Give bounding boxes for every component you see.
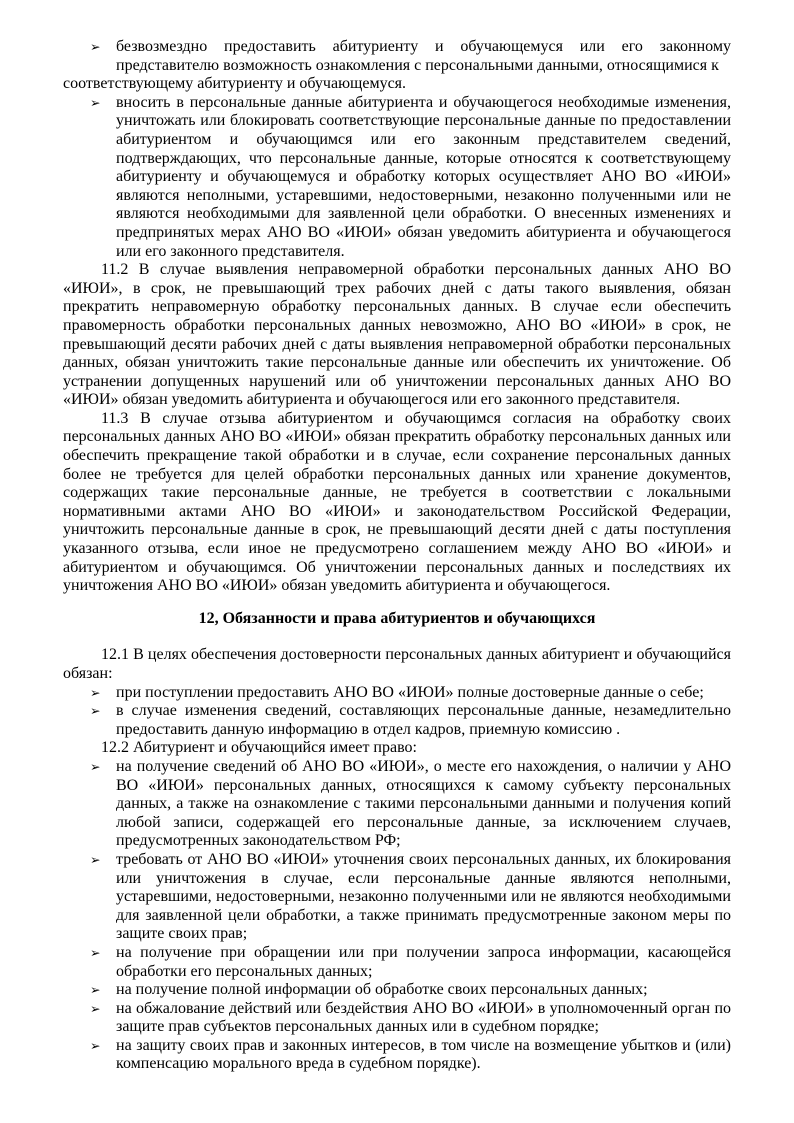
bullet-text: на защиту своих прав и законных интересов, в том числе на возмещение убытков и (или) компенсацию морального вреда в судебном порядке). <box>116 1036 731 1073</box>
paragraph-11-3: 11.3 В случае отзыва абитуриентом и обучающимся согласия на обработку своих персональных данных АНО ВО «ИЮИ» обязан прекратить обработку персональных данных или обеспечить прекращение такой обработки и в случае, если сохранение персональных данных более не требуется для целей обработки персональных данных или хранение документов, содержащих такие персональные данные, не требуется в соответствии с локальными нормативными актами АНО ВО «ИЮИ» и законодательством Российской Федерации, уничтожить персональные данные в срок, не превышающий десяти дней с даты поступления указанного отзыва, если иное не предусмотрено соглашением между АНО ВО «ИЮИ» и абитуриентом и обучающимся. Об уничтожении персональных данных и последствиях их уничтожения АНО ВО «ИЮИ» обязан уведомить абитуриента и обучающегося. <box>63 409 731 595</box>
list-item <box>63 38 731 75</box>
bullet-arrow-icon: ➢ <box>90 684 101 700</box>
paragraph-bullet-overflow: соответствующему абитуриенту и обучающемуся. <box>63 75 407 93</box>
list-item <box>63 981 731 1000</box>
bullet-text: на получение полной информации об обработке своих персональных данных; <box>116 981 648 999</box>
paragraph-12-1: 12.1 В целях обеспечения достоверности персональных данных абитуриент и обучающийся обязан: <box>63 646 731 682</box>
bullet-text: на получение при обращении или при получении запроса информации, касающейся обработки его персональных данных; <box>116 943 731 980</box>
bullet-arrow-icon: ➢ <box>90 1000 101 1016</box>
bullet-text: в случае изменения сведений, составляющих персональные данные, незамедлительно предоставить данную информацию в отдел кадров, приемную комиссию . <box>116 702 731 738</box>
bullet-arrow-icon: ➢ <box>90 1037 101 1053</box>
list-item <box>63 851 731 944</box>
list-item <box>63 1000 731 1037</box>
list-item <box>63 702 731 739</box>
paragraph-11-2: 11.2 В случае выявления неправомерной обработки персональных данных АНО ВО «ИЮИ», в срок, не превышающий трех рабочих дней с даты такого выявления, обязан прекратить неправомерную обработку персональных данных. В случае если обеспечить правомерность обработки персональных данных невозможно, АНО ВО «ИЮИ» в срок, не превышающий десяти рабочих дней с даты выявления неправомерной обработки персональных данных, обязан уничтожить такие персональные данные или обеспечить их уничтожение. Об устранении допущенных нарушений или об уничтожении персональных данных АНО ВО «ИЮИ» обязан уведомить абитуриента и обучающегося или его законного представителя. <box>63 261 731 409</box>
section-12-heading: 12, Обязанности и права абитуриентов и обучающихся <box>198 609 596 627</box>
bullet-arrow-icon: ➢ <box>90 758 101 774</box>
bullet-arrow-icon: ➢ <box>90 94 101 110</box>
bullet-arrow-icon: ➢ <box>90 944 101 960</box>
bullet-text: безвозмездно предоставить абитуриенту и обучающемуся или его законному представителю возможность ознакомления с персональными данными, относящимися к <box>116 38 731 74</box>
bullet-arrow-icon: ➢ <box>90 982 101 998</box>
paragraph-12-2: 12.2 Абитуриент и обучающийся имеет право: <box>101 739 417 757</box>
list-item <box>63 944 731 981</box>
bullet-text: на получение сведений об АНО ВО «ИЮИ», о месте его нахождения, о наличии у АНО ВО «ИЮИ» персональных данных, относящихся к самому субъекту персональных данных, а также на ознакомление с такими персональными данными и получения копий любой записи, содержащей его персональные данные, за исключением случаев, предусмотренных законодательством РФ; <box>116 757 731 850</box>
list-item <box>63 758 731 851</box>
list-item <box>63 684 731 703</box>
bullet-arrow-icon: ➢ <box>90 851 101 867</box>
bullet-text: на обжалование действий или бездействия АНО ВО «ИЮИ» в уполномоченный орган по защите прав субъектов персональных данных или в судебном порядке; <box>116 999 731 1036</box>
bullet-text: при поступлении предоставить АНО ВО «ИЮИ» полные достоверные данные о себе; <box>116 683 704 701</box>
bullet-arrow-icon: ➢ <box>90 39 101 54</box>
list-item <box>63 1037 731 1074</box>
list-item <box>63 94 731 261</box>
bullet-text: вносить в персональные данные абитуриента и обучающегося необходимые изменения, уничтожать или блокировать соответствующие персональные данные по предоставлении абитуриентом и обучающимся или его законным представителем сведений, подтверждающих, что персональные данные, которые относятся к соответствующему абитуриенту и обучающемуся и обработку которых осуществляет АНО ВО «ИЮИ» являются неполными, устаревшими, недостоверными, незаконно полученными или не являются необходимыми для заявленной цели обработки. О внесенных изменениях и предпринятых мерах АНО ВО «ИЮИ» обязан уведомить абитуриента и обучающегося или его законного представителя. <box>116 93 731 260</box>
bullet-arrow-icon: ➢ <box>90 703 101 719</box>
bullet-text: требовать от АНО ВО «ИЮИ» уточнения своих персональных данных, их блокирования или уничтожения в случае, если персональные данные являются неполными, устаревшими, недостоверными, незаконно полученными или не являются необходимыми для заявленной цели обработки, а также принимать предусмотренные законом меры по защите своих прав; <box>116 850 731 943</box>
